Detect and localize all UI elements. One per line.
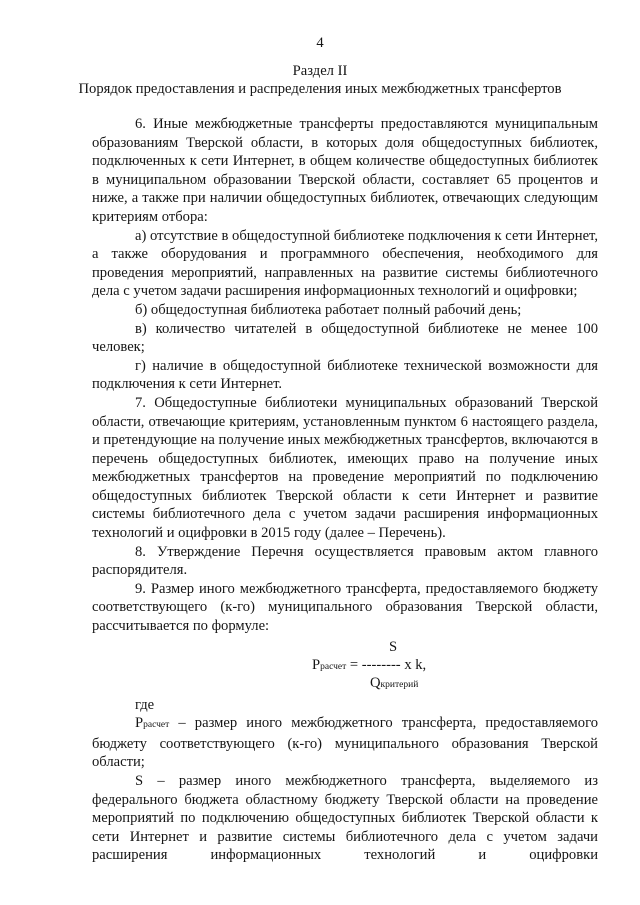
page-number: 4: [316, 35, 324, 51]
formula-lhs-subscript: расчет: [320, 661, 347, 672]
criterion-v: в) количество читателей в общедоступной библиотеке не менее 100 человек;: [92, 320, 598, 356]
formula-denominator-main: Q: [370, 674, 381, 691]
where-label: где: [135, 696, 155, 713]
definition-s: S – размер иного межбюджетного трансферта, выделяемого из федерального бюджета областному бюджету Тверской области на проведение мероприятий по подключению общедоступных библиотек Тверской области к сети Интернет и развитие системы библиотечного дела с учетом задачи расширения информационных технологий и оцифровки: [92, 773, 598, 864]
formula: [92, 638, 598, 696]
definition-p-text: – размер иного межбюджетного трансферта, предоставляемого бюджету соответствующего (к-го) муниципального образования Тверской области;: [92, 715, 598, 771]
document-body: [92, 115, 598, 865]
formula-numerator: S: [389, 638, 398, 655]
formula-denominator-subscript: критерий: [380, 679, 419, 690]
definition-p-subscript: расчет: [143, 720, 170, 731]
criterion-b: б) общедоступная библиотека работает полный рабочий день;: [135, 301, 522, 318]
section-label: Раздел II: [292, 63, 348, 79]
paragraph-6: 6. Иные межбюджетные трансферты предоставляются муниципальным образованиям Тверской области, в которых доля общедоступных библиотек, подключенных к сети Интернет, в общем количестве общедоступных библиотек в муниципальном образовании Тверской области, составляет 65 процентов и ниже, а также при наличии общедоступных библиотек, отвечающих следующим критериям отбора:: [92, 116, 598, 225]
section-title: Порядок предоставления и распределения иных межбюджетных трансфертов: [78, 81, 562, 97]
paragraph-7: 7. Общедоступные библиотеки муниципальных образований Тверской области, отвечающие критериям, установленным пунктом 6 настоящего раздела, и претендующие на получение иных межбюджетных трансфертов, включаются в перечень общедоступных библиотек, имеющих право на получение иных межбюджетных трансфертов на проведение мероприятий по подключению общедоступных библиотек Тверской области к сети Интернет и развитие системы библиотечного дела с учетом задачи расширения информационных технологий и оцифровки в 2015 году (далее – Перечень).: [92, 394, 598, 542]
criterion-g: г) наличие в общедоступной библиотеке технической возможности для подключения к сети Интернет.: [92, 357, 598, 393]
criterion-a: а) отсутствие в общедоступной библиотеке подключения к сети Интернет, а также оборудования и программного обеспечения, необходимого для проведения мероприятий, направленных на развитие системы библиотечного дела с учетом задачи расширения информационных технологий и оцифровки;: [92, 227, 598, 300]
paragraph-8: 8. Утверждение Перечня осуществляется правовым актом главного распорядителя.: [92, 543, 598, 579]
formula-lhs: P: [312, 656, 321, 673]
formula-denominator: [370, 674, 418, 695]
definition-p-symbol: P: [135, 715, 144, 732]
definition-p: [92, 714, 598, 772]
paragraph-9: 9. Размер иного межбюджетного трансферта, предоставляемого бюджету соответствующего (к-го) муниципального образования Тверской области, рассчитывается по формуле:: [92, 580, 598, 635]
formula-equals: = -------- x k,: [346, 656, 427, 673]
